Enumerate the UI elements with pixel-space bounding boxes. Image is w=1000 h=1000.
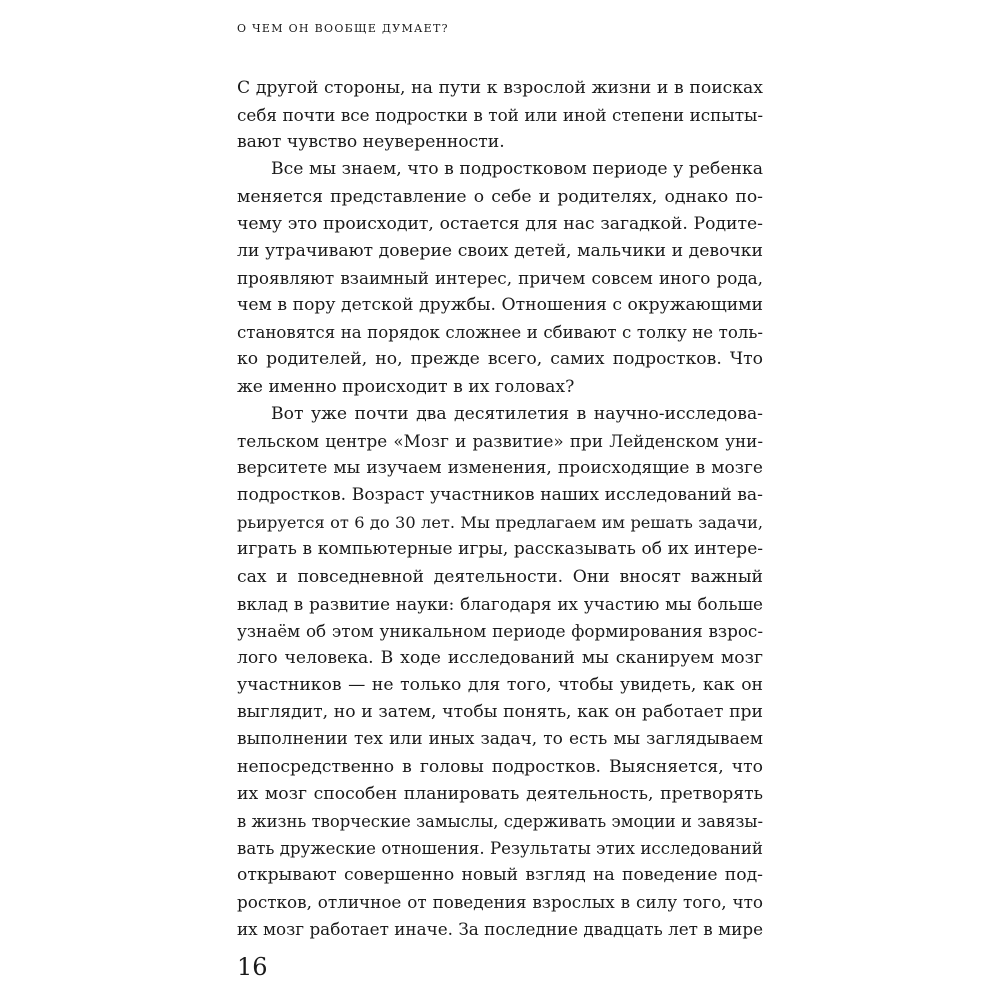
text-line: сах и повседневной деятельности. Они вносят важный (237, 566, 763, 587)
body-text (237, 75, 763, 944)
text-line: их мозг работает иначе. За последние двадцать лет в мире (237, 919, 763, 940)
text-line: выполнении тех или иных задач, то есть мы заглядываем (237, 729, 763, 750)
text-line: в жизнь творческие замыслы, сдерживать эмоции и завязы- (237, 811, 763, 831)
text-line: Все мы знаем, что в подростковом периоде у ребенка (271, 159, 763, 180)
text-line: непосредственно в головы подростков. Выясняется, что (237, 756, 763, 777)
text-line: вают чувство неуверенности. (237, 132, 505, 153)
text-line: выглядит, но и затем, чтобы понять, как он работает при (237, 702, 763, 723)
text-line: играть в компьютерные игры, рассказывать об их интере- (237, 539, 763, 560)
text-line: вклад в развитие науки: благодаря их участию мы больше (237, 593, 763, 614)
text-line: ли утрачивают доверие своих детей, мальчики и девочки (237, 240, 763, 261)
text-line: рьируется от 6 до 30 лет. Мы предлагаем им решать задачи, (237, 513, 763, 533)
text-line: меняется представление о себе и родителях, однако по- (237, 186, 763, 207)
text-line: их мозг способен планировать деятельность, претворять (237, 783, 763, 804)
text-line: чему это происходит, остается для нас загадкой. Родите- (237, 213, 763, 234)
text-line: подростков. Возраст участников наших исследований ва- (237, 485, 763, 506)
text-line: вать дружеские отношения. Результаты этих исследований (237, 838, 763, 858)
text-line: ростков, отличное от поведения взрослых в силу того, что (237, 892, 763, 913)
text-line: лого человека. В ходе исследований мы сканируем мозг (237, 647, 763, 668)
text-line: становятся на порядок сложнее и сбивают с толку не толь- (237, 323, 763, 343)
text-line: тельском центре «Мозг и развитие» при Лейденском уни- (237, 430, 763, 451)
page-number: 16 (237, 953, 268, 981)
text-line: себя почти все подростки в той или иной степени испыты- (237, 105, 763, 126)
text-line: проявляют взаимный интерес, причем совсем иного рода, (237, 267, 763, 288)
text-line: чем в пору детской дружбы. Отношения с окружающими (237, 295, 763, 316)
text-line: открывают совершенно новый взгляд на поведение под- (237, 865, 763, 886)
text-line: узнаём об этом уникальном периоде формирования взрос- (237, 620, 763, 641)
text-line: Вот уже почти два десятилетия в научно-исследова- (271, 403, 763, 424)
text-line: же именно происходит в их головах? (237, 376, 575, 397)
text-line: верситете мы изучаем изменения, происходящие в мозге (237, 457, 763, 478)
text-line: ко родителей, но, прежде всего, самих подростков. Что (237, 349, 763, 370)
text-line: С другой стороны, на пути к взрослой жизни и в поисках (237, 78, 763, 98)
running-head: О ЧЕМ ОН ВООБЩЕ ДУМАЕТ? (237, 22, 449, 35)
text-line: участников — не только для того, чтобы увидеть, как он (237, 675, 763, 696)
